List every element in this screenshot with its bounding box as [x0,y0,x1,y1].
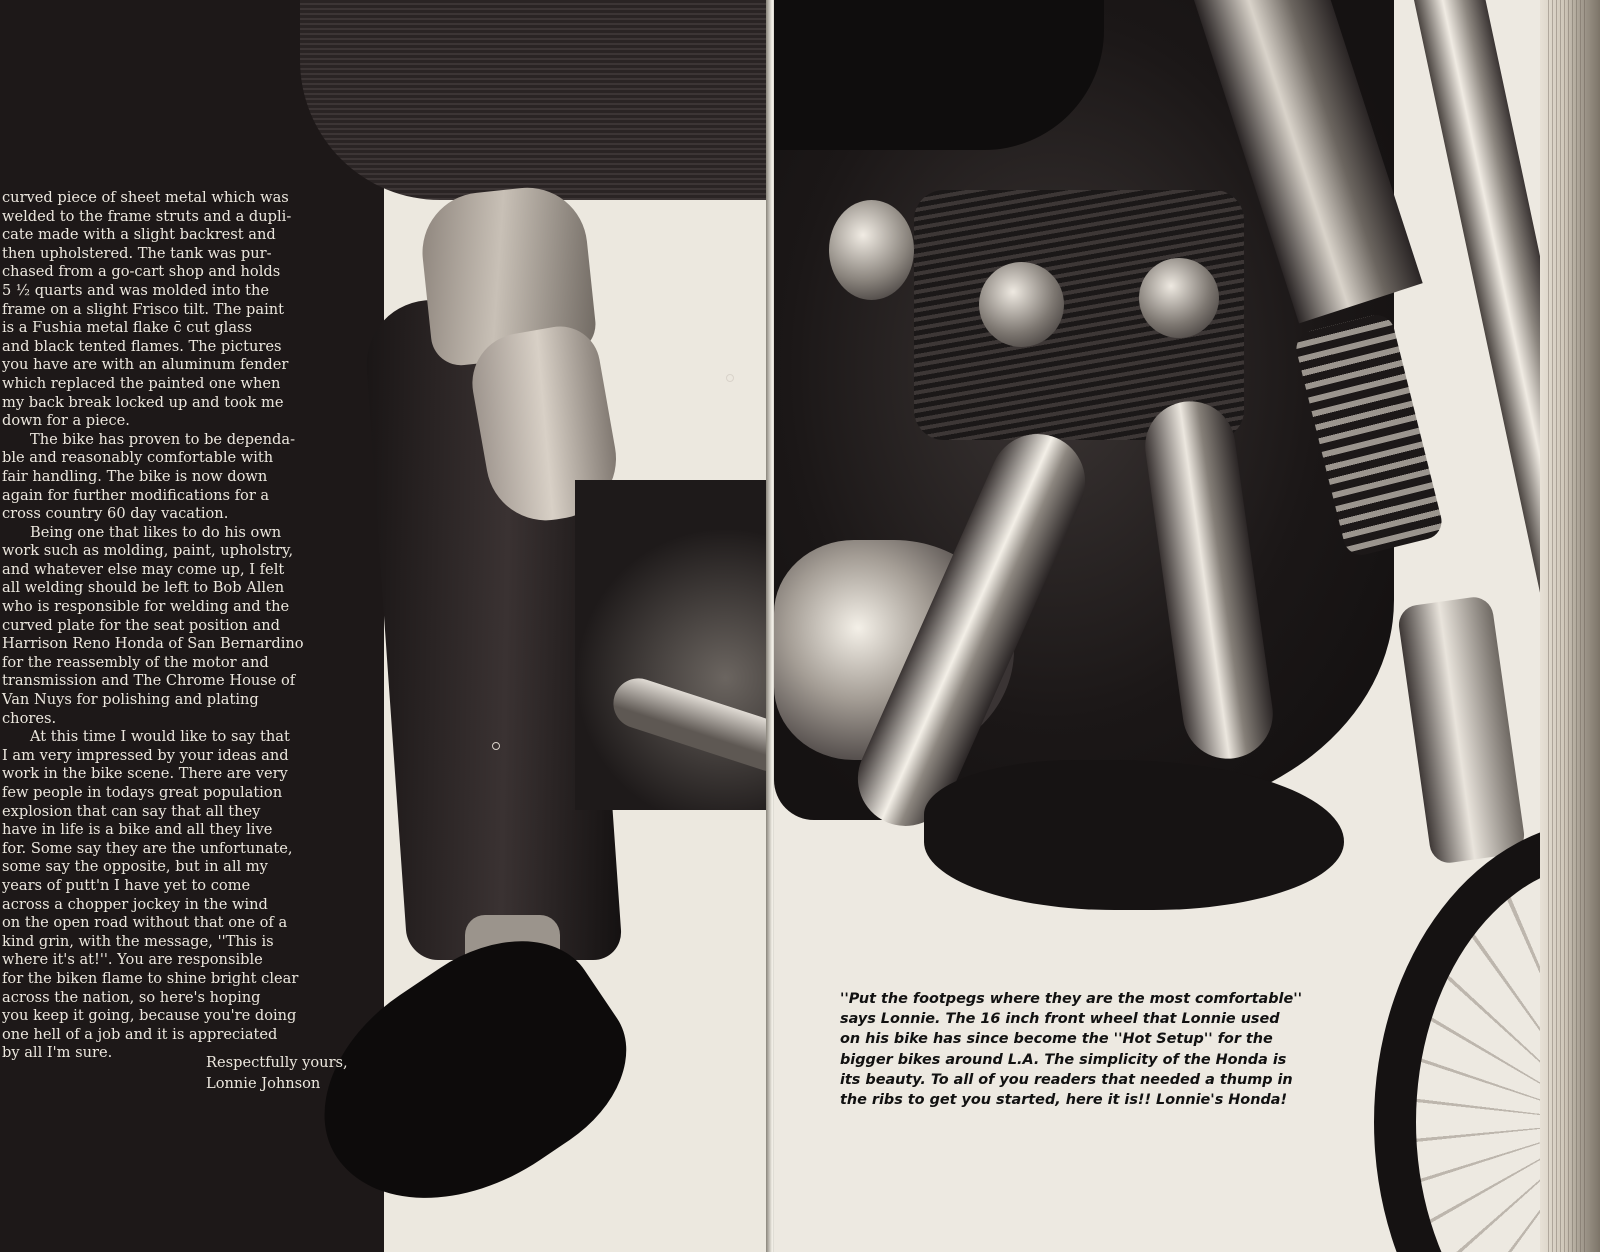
text-line: one hell of a job and it is appreciated [2,1025,278,1043]
letter-paragraph-2 [2,431,374,524]
text-line: The bike has proven to be dependa- [30,430,296,448]
letter-paragraph-1 [2,189,374,431]
closing-line: Respectfully yours, [206,1054,348,1071]
text-line: my back break locked up and took me [2,393,284,411]
photo-sweater [300,0,790,200]
text-line: for the reassembly of the motor and [2,653,269,671]
text-line: and black tented flames. The pictures [2,337,282,355]
text-line: curved piece of sheet metal which was [2,189,289,206]
text-line: cross country 60 day vacation. [2,505,229,523]
photo-floor-shadow [924,760,1344,910]
letter-paragraph-3 [2,524,374,729]
text-line: and whatever else may come up, I felt [2,560,285,578]
text-line: few people in todays great population [2,784,283,801]
text-line: some say the opposite, but in all my [2,858,268,876]
text-line: transmission and The Chrome House of [2,672,296,690]
text-line: again for further modifications for a [2,486,270,504]
text-line: Van Nuys for polishing and plating [2,691,259,709]
signature-name: Lonnie Johnson [206,1074,321,1092]
text-line: chores. [2,709,57,727]
text-line: which replaced the painted one when [2,374,281,392]
caption-line: on his bike has since become the ''Hot Setup'' for the [840,1031,1273,1048]
text-line: you have are with an aluminum fender [2,356,289,374]
photo-caption [840,989,1340,1110]
photo-chrome-cover [979,262,1064,347]
text-line: 5 ½ quarts and was molded into the [2,281,270,299]
text-line: work such as molding, paint, upholstry, [2,542,294,560]
text-line: by all I'm sure. [2,1044,113,1062]
caption-line: says Lonnie. The 16 inch front wheel that Lonnie used [840,1011,1280,1028]
text-line: Being one that likes to do his own [30,523,282,541]
text-line: across the nation, so here's hoping [2,988,261,1006]
photo-front-wheel [1374,820,1540,1252]
text-line: welded to the frame struts and a dupli- [2,207,292,225]
page-edge-stack [1548,0,1588,1252]
text-line: explosion that can say that all they [2,802,261,820]
text-line: work in the bike scene. There are very [2,765,288,783]
text-line: you keep it going, because you're doing [2,1007,297,1025]
letter-paragraph-4 [2,728,374,1063]
text-line: Harrison Reno Honda of San Bernardino [2,635,304,653]
text-line: for the biken flame to shine bright clear [2,969,299,987]
text-line: frame on a slight Frisco tilt. The paint [2,300,285,318]
caption-line: its beauty. To all of you readers that needed a thump in [840,1071,1293,1088]
text-line: fair handling. The bike is now down [2,467,268,485]
text-line: down for a piece. [2,412,130,430]
photo-fork-leg [1396,595,1526,866]
text-line: curved plate for the seat position and [2,616,281,634]
photo-chrome-cover [1139,258,1219,338]
text-line: for. Some say they are the unfortunate, [2,839,293,857]
text-line: who is responsible for welding and the [2,598,290,616]
text-line: At this time I would like to say that [30,728,290,746]
photo-speck [492,742,500,750]
caption-line: ''Put the footpegs where they are the most comfortable'' [840,991,1303,1007]
text-line: kind grin, with the message, ''This is [2,932,274,950]
text-line: I am very impressed by your ideas and [2,746,289,764]
text-line: years of putt'n I have yet to come [2,876,251,894]
caption-line: the ribs to get you started, here it is!! Lonnie's Honda! [840,1092,1288,1109]
text-line: all welding should be left to Bob Allen [2,579,285,597]
letter-signoff [206,1054,348,1093]
text-line: where it's at!''. You are responsible [2,951,263,969]
text-line: across a chopper jockey in the wind [2,895,268,913]
photo-speck [726,374,734,382]
caption-line: bigger bikes around L.A. The simplicity of the Honda is [840,1051,1287,1068]
text-line: have in life is a bike and all they live [2,821,273,839]
photo-chrome-cover [829,200,914,300]
text-line: on the open road without that one of a [2,914,288,932]
letter-body [2,189,374,1063]
text-line: then upholstered. The tank was pur- [2,244,272,262]
text-line: is a Fushia metal flake c̄ cut glass [2,319,253,337]
text-line: ble and reasonably comfortable with [2,449,274,467]
text-line: cate made with a slight backrest and [2,226,276,244]
text-line: chased from a go-cart shop and holds [2,263,281,281]
